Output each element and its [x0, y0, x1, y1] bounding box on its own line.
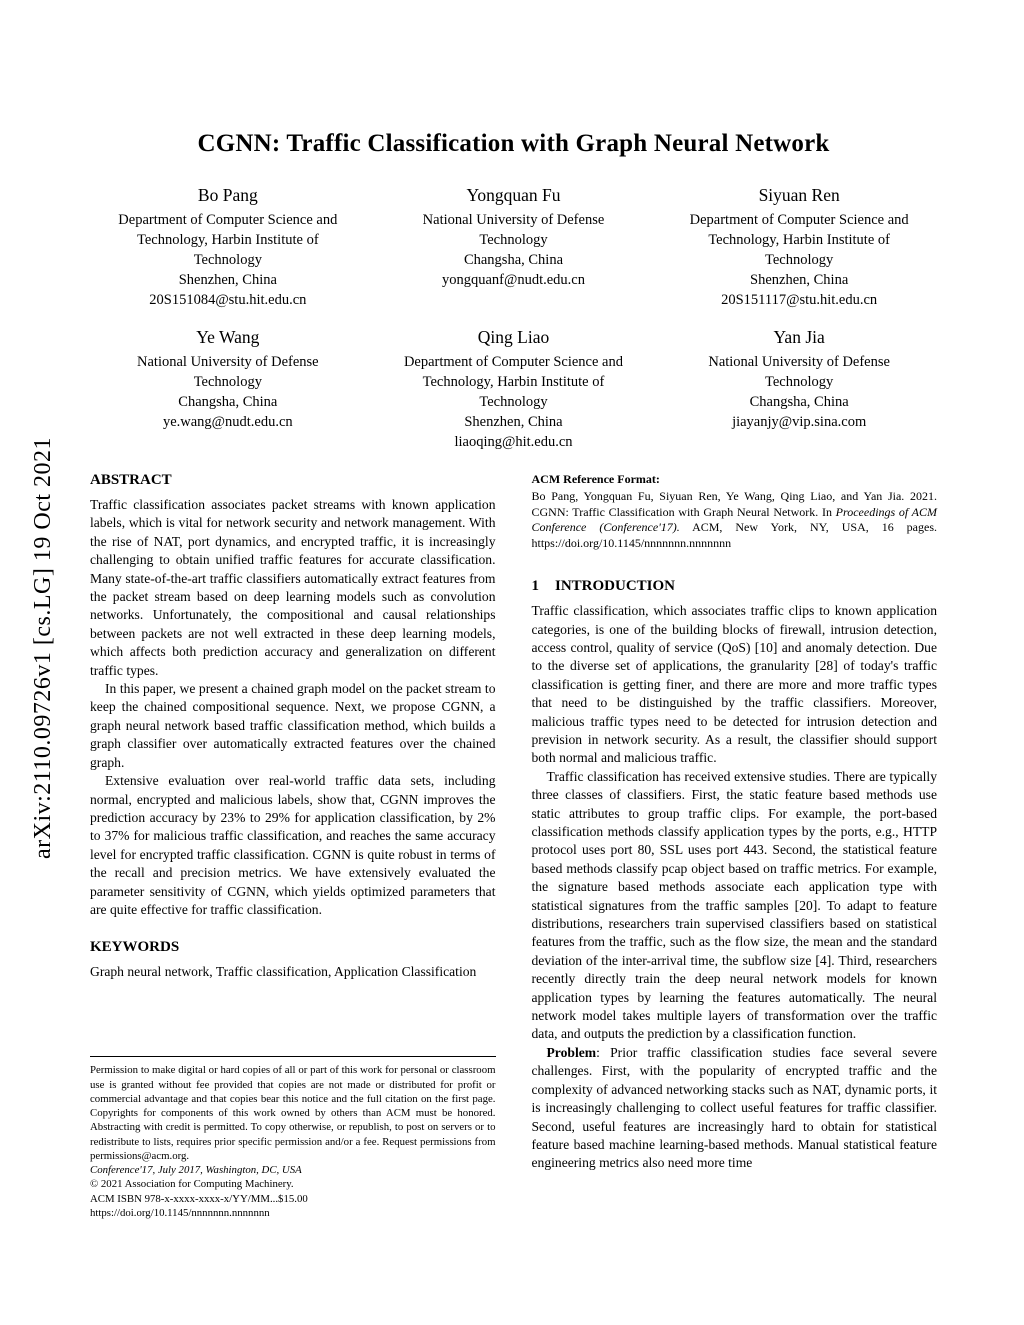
author-email[interactable]: jiayanjy@vip.sina.com [732, 414, 867, 430]
acm-ref-segment-italic: Proceedings of ACM Conference (Conference'17). [531, 504, 937, 535]
introduction-section [532, 578, 938, 1173]
abstract-paragraph: In this paper, we present a chained graph model on the packet stream to keep the chained compositional sequence. Next, we propose CGNN, a graph neural network based traffic classification method, which builds a graph classifier over automatically extracted features over the chained graph. [90, 681, 496, 770]
keywords-heading: KEYWORDS [90, 939, 180, 956]
conference-line: Conference'17, July 2017, Washington, DC, USA [90, 1164, 302, 1176]
copyright-line: © 2021 Association for Computing Machinery. [90, 1178, 294, 1191]
author-affiliation: National University of Defense Technology [137, 354, 319, 390]
author-block [661, 185, 937, 310]
author-block [90, 327, 366, 452]
author-name: Ye Wang [196, 327, 260, 347]
author-email[interactable]: 20S151117@stu.hit.edu.cn [721, 292, 878, 308]
left-column [90, 472, 496, 1220]
author-block [376, 185, 652, 310]
acm-reference-text [532, 489, 938, 552]
author-name: Qing Liao [477, 327, 550, 347]
author-location: Changsha, China [178, 394, 278, 410]
author-block [661, 327, 937, 452]
section-title: INTRODUCTION [555, 578, 676, 595]
abstract-paragraph: Extensive evaluation over real-world traffic data sets, including normal, encrypted and malicious labels, show that, CGNN improves the prediction accuracy by 23% to 29% for application classification, by 2% to 37% for malicious traffic classification, and reaches the same accuracy level for encrypted traffic classification. CGNN is quite robust in terms of the recall and precision metrics. We have extensively evaluated the parameter sensitivity of CGNN, which yields optimized parameters that are quite effective for traffic classification. [90, 773, 496, 917]
author-email[interactable]: ye.wang@nudt.edu.cn [162, 414, 293, 430]
problem-rest: : Prior traffic classification studies face several severe challenges. First, with the popularity of encrypted traffic and the complexity of advanced networking stacks such as NAT, dynamic ports, it is increasingly challenging to collect useful features for traffic classifier. Second, useful features are increasingly hard to obtain for statistical feature based machine learning-based methods. Manual statistical feature engineering metrics also need more time [531, 1044, 937, 1171]
author-location: Shenzhen, China [178, 272, 277, 288]
isbn-line: ACM ISBN 978-x-xxxx-xxxx-x/YY/MM...$15.00 [90, 1192, 308, 1205]
acm-reference-heading: ACM Reference Format: [531, 472, 660, 486]
copyright-footnote [90, 1056, 496, 1220]
author-name: Bo Pang [197, 185, 258, 205]
author-location: Shenzhen, China [464, 414, 563, 430]
author-affiliation: Department of Computer Science and Technology, Harbin Institute of Technology [118, 212, 338, 268]
paper-title: CGNN: Traffic Classification with Graph Neural Network [197, 130, 830, 157]
authors-section [90, 185, 937, 452]
author-block [376, 327, 652, 452]
author-name: Siyuan Ren [758, 185, 840, 205]
author-email[interactable]: yongquanf@nudt.edu.cn [441, 272, 585, 288]
author-affiliation: Department of Computer Science and Technology, Harbin Institute of Technology [689, 212, 909, 268]
column-spacer [90, 982, 496, 1057]
arxiv-watermark: arXiv:2110.09726v1 [cs.LG] 19 Oct 2021 [30, 436, 56, 860]
introduction-paragraph: Traffic classification, which associates traffic clips to known application categories, is one of the building blocks of firewall, intrusion detection, access control, quality of service (QoS) [10] and anomaly detection. Due to the diverse set of applications, the granularity [28] of today's traffic classification is getting finer, and there are more and more traffic types that need to be distinguished by the traffic classifiers. Moreover, malicious traffic types need to be detected for intrusion detection and prevision in network security. As a result, the classifier should support both normal and malicious traffic. [531, 603, 937, 766]
acm-ref-segment: ACM, New York, NY, USA, 16 pages. https://doi.org/10.1145/nnnnnnn.nnnnnnn [531, 520, 937, 551]
permission-text: Permission to make digital or hard copies of all or part of this work for personal or classroom use is granted without fee provided that copies are not made or distributed for profit or commercial advantage and that copies bear this notice and the full citation on the first page. Copyrights for components of this work owned by others than ACM must be honored. Abstracting with credit is permitted. To copy otherwise, or republish, to post on servers or to redistribute to lists, requires prior specific permission and/or a fee. Request permissions from permissions@acm.org. [90, 1064, 496, 1162]
author-location: Changsha, China [749, 394, 849, 410]
author-location: Changsha, China [463, 252, 564, 268]
author-affiliation: National University of Defense Technology [708, 354, 890, 390]
author-name: Yongquan Fu [466, 185, 561, 205]
introduction-paragraph: Traffic classification has received extensive studies. There are typically three classes of classifiers. First, the static feature based methods use static attributes to group traffic clips. For example, the port-based classification methods classify application types by the ports, e.g., HTTP protocol uses port 80, SSL uses port 443. Second, the statistical feature based methods classify pcap object based on traffic metrics. For example, the signature based methods associate each application type with statistical signatures from the traffic samples [20]. To adapt to feature distributions, researchers train supervised classifiers based on statistical features from the traffic, such as the flow size, the mean and the standard deviation of the inter-arrival time, the subflow size [4]. Third, researchers recently directly train the deep neural network models for known application types by learning the features automatically. The neural network model takes multiple layers of transformation over the traffic data, and outputs the prediction by a classification function. [531, 768, 937, 1042]
author-email[interactable]: liaoqing@hit.edu.cn [454, 434, 573, 450]
introduction-paragraph-problem [532, 1044, 938, 1173]
acm-ref-segment: Bo Pang, Yongquan Fu, Siyuan Ren, Ye Wang, Qing Liao, and Yan Jia. 2021. CGNN: Traffic Classification with Graph Neural Network. In [531, 488, 937, 519]
abstract-paragraph: Traffic classification associates packet streams with known application labels, which is vital for network security and network management. With the rise of NAT, port dynamics, and encrypted traffic, it is increasingly challenging to obtain unified traffic features for accurate classification. Many state-of-the-art traffic classifiers automatically extract features from the packet stream based on deep learning models such as convolution networks. Unfortunately, the compositional and causal relationships between packets are not well extracted in these deep learning models, which affects both prediction accuracy and generalization on different traffic types. [90, 497, 496, 678]
author-location: Shenzhen, China [750, 272, 849, 288]
abstract-heading: ABSTRACT [90, 472, 172, 488]
keywords-text: Graph neural network, Traffic classification, Application Classification [90, 964, 477, 980]
problem-lead: Problem [546, 1044, 597, 1060]
section-number: 1 [531, 578, 539, 595]
author-name: Yan Jia [773, 327, 825, 347]
right-column [532, 472, 938, 1220]
paper-body [90, 472, 937, 1220]
author-affiliation: Department of Computer Science and Technology, Harbin Institute of Technology [403, 354, 623, 410]
author-affiliation: National University of Defense Technology [422, 212, 605, 248]
acm-reference-block [532, 472, 938, 552]
author-block [90, 185, 366, 310]
introduction-heading [532, 578, 938, 595]
author-email[interactable]: 20S151084@stu.hit.edu.cn [149, 292, 307, 308]
doi-link[interactable]: https://doi.org/10.1145/nnnnnnn.nnnnnnn [90, 1206, 270, 1219]
